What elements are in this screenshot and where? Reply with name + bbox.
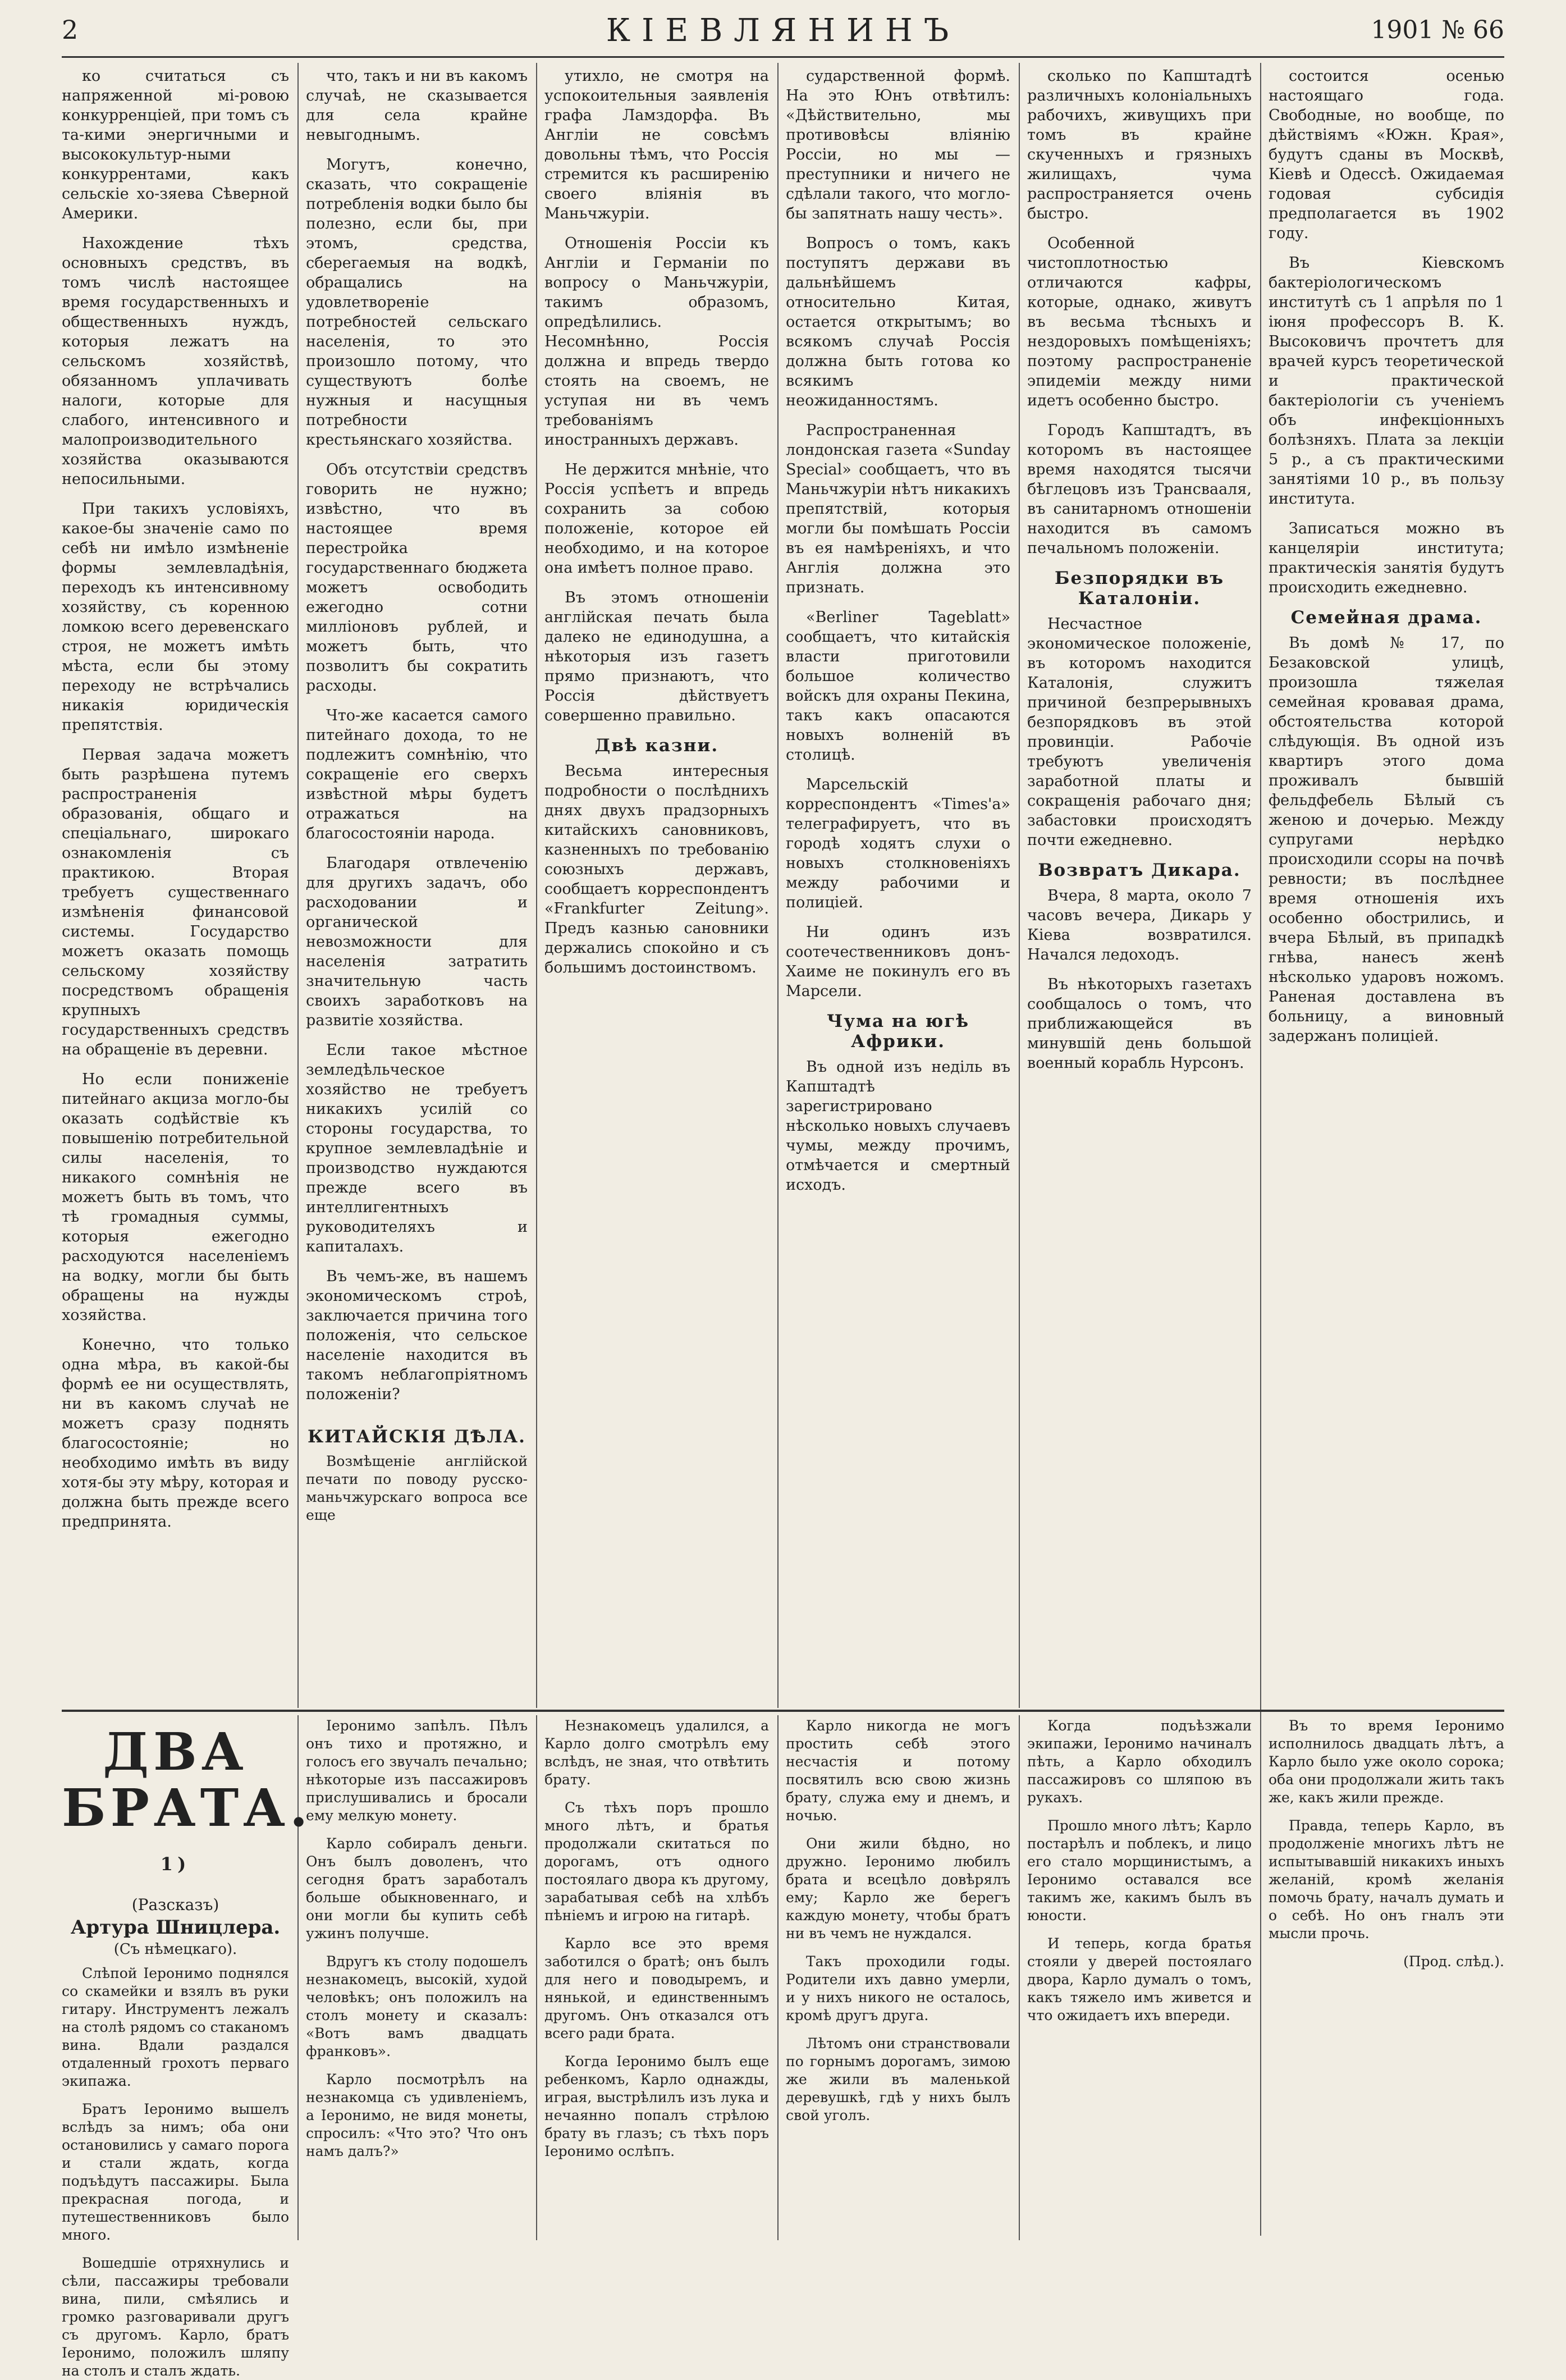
column-2 xyxy=(306,66,528,1706)
story-paragraph: Братъ Іеронимо вышелъ вслѣдъ за нимъ; оба они остановились у самаго порога и стали ждать, когда подъѣдутъ пассажиры. Была прекрасная погода, и путешественниковъ было много. xyxy=(62,2101,289,2243)
article-paragraph: Записаться можно въ канцеляріи института; практическія занятія будутъ происходить ежедневно. xyxy=(1269,520,1504,596)
story-paragraph: Они жили бѣдно, но дружно. Іеронимо любилъ брата и всецѣло довѣрялъ ему; Карло же берегъ каждую монету, чтобы братъ ни въ чемъ не нуждался. xyxy=(786,1835,1010,1942)
story-paragraph: Въ то время Іеронимо исполнилось двадцать лѣтъ, а Карло было уже около сорока; оба они продолжали жить такъ же, какъ жили прежде. xyxy=(1269,1717,1504,1806)
article-paragraph: что, такъ и ни въ какомъ случаѣ, не сказывается для села крайне невыгоднымъ. xyxy=(306,67,528,144)
article-paragraph: «Berliner Tageblatt» сообщаетъ, что китайскія власти приготовили большое количество войскъ для охраны Пекина, такъ какъ опасаются новыхъ волненій въ столицѣ. xyxy=(786,609,1010,764)
story-paragraph: Карло все это время заботился о братѣ; онъ былъ для него и поводыремъ, и нянькой, и единственнымъ другомъ. Онъ отказался отъ всего ради брата. xyxy=(544,1935,769,2041)
column-4 xyxy=(786,66,1010,1706)
section-text: Въ домѣ № 17, по Безаковской улицѣ, произошла тяжелая семейная кровавая драма, обстоятельства которой слѣдующія. Въ одной изъ квартиръ этого дома проживалъ бывшій фельдфебель Бѣлый съ женою и дочерью. Между супругами нерѣдко происходили ссоры на почвѣ ревности; въ послѣднее время отношенія ихъ особенно обострились, и вчера Бѣлый, въ припадкѣ гнѣва, нанесъ женѣ нѣсколько ударовъ ножомъ. Раненая доставлена въ больницу, а виновный задержанъ полиціей. xyxy=(1269,634,1504,1045)
column-1 xyxy=(62,66,289,1531)
story-paragraph: Карло собиралъ деньги. Онъ былъ доволенъ, что сегодня братъ заработалъ больше обыкновеннаго, и они могли бы купить себѣ ужинъ получше. xyxy=(306,1835,528,1942)
story-paragraph: Карло никогда не могъ простить себѣ этого несчастія и потому посвятилъ всю свою жизнь брату, служа ему и днемъ, и ночью. xyxy=(786,1717,1010,1824)
story-paragraph: Незнакомецъ удалился, а Карло долго смотрѣлъ ему вслѣдъ, не зная, что отвѣтить брату. xyxy=(544,1717,769,1788)
column-divider xyxy=(536,1715,537,2240)
article-paragraph: утихло, не смотря на успокоительныя заявленія графа Ламздорфа. Въ Англіи не совсѣмъ довольны тѣмъ, что Россія стремится къ расширенію своего вліянія въ Маньчжуріи. xyxy=(544,67,769,222)
masthead xyxy=(62,11,1504,51)
article-paragraph: Въ этомъ отношеніи англійская печать была далеко не единодушна, а нѣкоторыя изъ газетъ прямо признаютъ, что Россія дѣйствуетъ совершенно правильно. xyxy=(544,589,769,724)
newspaper-title: КІЕВЛЯНИНЪ xyxy=(606,12,960,49)
story-paragraph: Прошло много лѣтъ; Карло постарѣлъ и поблекъ, и лицо его стало морщинистымъ, а Іеронимо оставался все такимъ же, какимъ былъ въ юности. xyxy=(1027,1817,1252,1924)
column-divider xyxy=(536,63,537,1708)
column-divider xyxy=(1260,63,1261,2236)
column-3 xyxy=(544,66,769,1706)
story-title: ДВА БРАТА. xyxy=(62,1721,313,1838)
story-paragraph: И теперь, когда братья стояли у дверей постоялаго двора, Карло думалъ о томъ, какъ тяжело имъ живется и что ожидаетъ ихъ впереди. xyxy=(1027,1935,1252,2023)
article-paragraph: Но если пониженіе питейнаго акциза могло-бы оказать содѣйствіе къ повышенію потребительной силы населенія, то никакого сомнѣнія не можетъ быть въ томъ, что тѣ громадныя суммы, которыя ежегодно расходуются населеніемъ на водку, могли бы быть обращены на нужды хозяйства. xyxy=(62,1071,289,1324)
section-heading: КИТАЙСКІЯ ДѢЛА. xyxy=(308,1427,526,1447)
story-paragraph: Вошедшіе отряхнулись и сѣли, пассажиры требовали вина, пили, смѣялись и громко разговаривали другъ съ другомъ. Карло, братъ Іеронимо, положилъ шляпу на столъ и сталъ ждать. xyxy=(62,2255,289,2379)
story-translation-note: (Съ нѣмецкаго). xyxy=(113,1941,237,1958)
article-paragraph: Въ Кіевскомъ бактеріологическомъ институтѣ съ 1 апрѣля по 1 іюня профессоръ В. К. Высоковичъ прочтетъ для врачей курсъ теоретической и практической бактеріологіи съ ученіемъ объ инфекціонныхъ болѣзняхъ. Плата за лекціи 5 р., а съ практическими занятіями 10 р., въ пользу института. xyxy=(1269,254,1504,508)
story-paragraph: Іеронимо запѣлъ. Пѣлъ онъ тихо и протяжно, и голосъ его звучалъ печально; нѣкоторые изъ пассажировъ прислушивались и бросали ему мелкую монету. xyxy=(306,1717,528,1824)
article-paragraph: Особенной чистоплотностью отличаются кафры, которые, однако, живутъ въ весьма тѣсныхъ и нездоровыхъ помѣщеніяхъ; поэтому распространеніе эпидеміи между ними идетъ особенно быстро. xyxy=(1027,235,1252,409)
story-paragraph: Правда, теперь Карло, въ продолженіе многихъ лѣтъ не испытывавшій никакихъ иныхъ желаній, кромѣ желанія помочь брату, началъ думать и о себѣ. Но онъ гналъ эти мысли прочь. xyxy=(1269,1817,1504,1942)
story-column-5 xyxy=(1027,1717,1252,2239)
story-column-1 xyxy=(62,1717,313,2379)
story-paragraph: Лѣтомъ они странствовали по горнымъ дорогамъ, зимою же жили въ маленькой деревушкѣ, гдѣ у нихъ былъ свой уголъ. xyxy=(786,2035,1010,2123)
column-6 xyxy=(1269,66,1504,1706)
section-heading: Безпорядки въ Каталоніи. xyxy=(1054,568,1225,609)
column-divider xyxy=(777,1715,779,2240)
article-paragraph: сколько по Капштадтѣ различныхъ колоніальныхъ рабочихъ, живущихъ при томъ въ крайне скученныхъ и грязныхъ жилищахъ, чума распространяется очень быстро. xyxy=(1027,67,1252,222)
footnote-marker: 1) xyxy=(160,1853,191,1875)
issue-number: 1901 № 66 xyxy=(1371,16,1504,44)
article-paragraph: Не держится мнѣніе, что Россія успѣетъ и впредь сохранить за собою положеніе, которое ей необходимо, и на которое она имѣетъ полное право. xyxy=(544,461,769,577)
article-paragraph: Конечно, что только одна мѣра, въ какой-бы формѣ ее ни осуществлять, ни въ какомъ случаѣ не можетъ сразу поднять благосостояніе; но необходимо имѣть въ виду хотя-бы эту мѣру, которая и должна быть прежде всего предпринята. xyxy=(62,1336,289,1531)
section-text: Вчера, 8 марта, около 7 часовъ вечера, Дикарь у Кіева возвратился. Начался ледоходъ. xyxy=(1027,887,1252,963)
column-5 xyxy=(1027,66,1252,1706)
story-paragraph: Карло посмотрѣлъ на незнакомца съ удивленіемъ, а Іеронимо, не видя монеты, спросилъ: «Что это? Что онъ намъ далъ?» xyxy=(306,2071,528,2159)
article-paragraph: ко считаться съ напряженной мі-ровою конкурренціей, при томъ съ та-кими энергичными и высококультур-ными конкуррентами, какъ сельскіе хо-зяева Сѣверной Америки. xyxy=(62,67,289,222)
section-text: Въ одной изъ неділь въ Капштадтѣ зарегистрировано нѣсколько новыхъ случаевъ чумы, между прочимъ, отмѣчается и смертный исходъ. xyxy=(786,1058,1010,1194)
article-paragraph: При такихъ условіяхъ, какое-бы значеніе само по себѣ ни имѣло измѣненіе формы землевладѣнія, переходъ къ интенсивному хозяйству, съ коренною ломкою всего деревенскаго строя, не можетъ имѣть мѣста, если бы этому переходу не встрѣчались никакія юридическія препятствія. xyxy=(62,500,289,734)
story-column-4 xyxy=(786,1717,1010,2239)
story-paragraph: Когда Іеронимо былъ еще ребенкомъ, Карло однажды, играя, выстрѣлилъ изъ лука и нечаянно попалъ стрѣлою брату въ глазъ; съ тѣхъ поръ Іеронимо ослѣпъ. xyxy=(544,2053,769,2159)
to-be-continued: (Прод. слѣд.). xyxy=(1403,1953,1504,1970)
article-paragraph: Объ отсутствіи средствъ говорить не нужно; извѣстно, что въ настоящее время перестройка государственнаго бюджета можетъ освободить ежегодно сотни милліоновъ рублей, и можетъ быть, что позволитъ бы сократить расходы. xyxy=(306,461,528,695)
section-heading: Семейная драма. xyxy=(1290,607,1482,628)
article-paragraph: Въ чемъ-же, въ нашемъ экономическомъ строѣ, заключается причина того положенія, что сельское населеніе находится въ такомъ неблагопріятномъ положеніи? xyxy=(306,1268,528,1403)
story-paragraph: Такъ проходили годы. Родители ихъ давно умерли, и у нихъ никого не осталось, кромѣ другъ друга. xyxy=(786,1953,1010,2023)
story-genre: (Разсказъ) xyxy=(131,1895,219,1914)
article-paragraph: Городъ Капштадтъ, въ которомъ въ настоящее время находятся тысячи бѣглецовъ изъ Трансвааля, въ санитарномъ отношеніи находится въ самомъ печальномъ положеніи. xyxy=(1027,422,1252,557)
article-paragraph: сударственной формѣ. На это Юнъ отвѣтилъ: «Дѣйствительно, мы противовѣсы вліянію Россіи, но мы — преступники и ничего не сдѣлали такого, что могло-бы запятнать нашу честь». xyxy=(786,67,1010,222)
section-text: Весьма интересныя подробности о послѣднихъ днях двухъ прадзорныхъ китайскихъ сановниковъ, казненныхъ по требованію союзныхъ державъ, сообщаетъ корреспондентъ «Frankfurter Zeitung». Предъ казнью сановники держались спокойно и съ большимъ достоинствомъ. xyxy=(544,762,769,976)
story-paragraph: Съ тѣхъ поръ прошло много лѣтъ, и братья продолжали скитаться по дорогамъ, отъ одного постоялаго двора къ другому, зарабатывая себѣ на хлѣбъ пѣніемъ и игрою на гитарѣ. xyxy=(544,1799,769,1924)
story-column-6 xyxy=(1269,1717,1504,2239)
column-divider xyxy=(777,63,779,1708)
header-rule xyxy=(62,56,1504,58)
section-heading: Возвратъ Дикара. xyxy=(1038,860,1241,880)
column-divider xyxy=(1019,1715,1020,2240)
article-paragraph: Если такое мѣстное земледѣльческое хозяйство не требуетъ никакихъ усилій со стороны государства, то крупное землевладѣніе и производство нуждаются прежде всего въ интеллигентныхъ руководителяхъ и капиталахъ. xyxy=(306,1041,528,1255)
article-paragraph: состоится осенью настоящаго года. Свободные, но вообще, по дѣйствіямъ «Южн. Края», будутъ сданы въ Москвѣ, Кіевѣ и Одессѣ. Ожидаемая годовая субсидія предполагается въ 1902 году. xyxy=(1269,67,1504,242)
section-text: Несчастное экономическое положеніе, въ которомъ находится Каталонія, служитъ причиной безпрерывныхъ безпорядковъ въ этой провинціи. Рабочіе требуютъ увеличенія заработной платы и сокращенія рабочаго дня; забастовки происходятъ почти ежедневно. xyxy=(1027,615,1252,849)
story-column-2 xyxy=(306,1717,528,2239)
story-paragraph: Слѣпой Іеронимо поднялся со скамейки и взялъ въ руки гитару. Инструментъ лежалъ на столѣ рядомъ со стаканомъ вина. Вдали раздался отдаленный грохотъ перваго экипажа. xyxy=(62,1965,289,2089)
column-divider xyxy=(1019,63,1020,1708)
article-paragraph: Распространенная лондонская газета «Sunday Special» сообщаетъ, что въ Маньчжуріи нѣтъ никакихъ препятствій, которыя могли бы помѣшать Россіи въ ея намѣреніяхъ, и что Англія должна это признать. xyxy=(786,422,1010,596)
article-paragraph: Первая задача можетъ быть разрѣшена путемъ распространенія образованія, общаго и спеціальнаго, широкаго ознакомленія съ практикою. Вторая требуетъ существеннаго измѣненія финансовой системы. Государство можетъ оказать помощь сельскому хозяйству посредствомъ обращенія крупныхъ государственныхъ средствъ на обращеніе въ деревни. xyxy=(62,746,289,1058)
story-paragraph: Вдругъ къ столу подошелъ незнакомецъ, высокій, худой человѣкъ; онъ положилъ на столъ монету и сказалъ: «Вотъ вамъ двадцать франковъ». xyxy=(306,1953,528,2059)
column-divider xyxy=(297,63,299,1708)
feuilleton-rule xyxy=(62,1710,1504,1712)
article-paragraph: Нахождение тѣхъ основныхъ средствъ, въ томъ числѣ настоящее время государственныхъ и общественныхъ нуждъ, которыя лежатъ на сельскомъ хозяйствѣ, обязанномъ уплачивать налоги, которые для слабого, интенсивного и малопроизводительного хозяйства оказываются непосильными. xyxy=(62,235,289,488)
story-author: Артура Шницлера. xyxy=(70,1916,281,1939)
story-paragraph: Когда подъѣзжали экипажи, Іеронимо начиналъ пѣть, а Карло обходилъ пассажировъ со шляпою въ рукахъ. xyxy=(1027,1717,1252,1806)
article-paragraph: Что-же касается самого питейнаго дохода, то не подлежитъ сомнѣнію, что сокращеніе его сверхъ извѣстной мѣры будетъ отражаться на благосостояніи народа. xyxy=(306,707,528,842)
section-heading: Чума на югѣ Африки. xyxy=(826,1011,970,1052)
page-number: 2 xyxy=(62,15,79,45)
section-heading: Двѣ казни. xyxy=(594,736,719,756)
article-paragraph: Марсельскій корреспондентъ «Times'a» телеграфируетъ, что въ городѣ ходятъ слухи о новыхъ столкновеніяхъ между рабочими и полиціей. xyxy=(786,776,1010,911)
article-paragraph: Могутъ, конечно, сказать, что сокращеніе потребленія водки было бы полезно, если бы, при этомъ, средства, сберегаемыя на водкѣ, обращались на удовлетвореніе потребностей сельскаго населенія, то это произошло потому, что существуютъ болѣе нужныя и насущныя потребности крестьянскаго хозяйства. xyxy=(306,156,528,449)
article-paragraph: Ни одинъ изъ соотечественниковъ донъ-Хаиме не покинулъ его въ Марсели. xyxy=(786,924,1010,1000)
article-paragraph: Благодаря отвлеченію для другихъ задачъ, обо расходовании и органической невозможности для населенія затратить значительную часть своихъ заработковъ на развитіе хозяйства. xyxy=(306,855,528,1029)
section-text: Возмѣщеніе англійской печати по поводу русско-маньчжурскаго вопроса все еще xyxy=(306,1453,528,1523)
story-column-3 xyxy=(544,1717,769,2239)
article-paragraph: Вопросъ о томъ, какъ поступятъ держави въ дальнѣйшемъ относительно Китая, остается открытымъ; во всякомъ случаѣ Россія должна быть готова ко всякимъ неожиданностямъ. xyxy=(786,235,1010,409)
article-paragraph: Отношенія Россіи къ Англіи и Германіи по вопросу о Маньчжуріи, такимъ образомъ, опредѣлились. Несомнѣнно, Россія должна и впредь твердо стоять на своемъ, не уступая ни въ чемъ требованіямъ иностранныхъ державъ. xyxy=(544,235,769,449)
section-text: Въ нѣкоторыхъ газетахъ сообщалось о томъ, что приближающейся въ минувшій день большой военный корабль Нурсонъ. xyxy=(1027,976,1252,1072)
